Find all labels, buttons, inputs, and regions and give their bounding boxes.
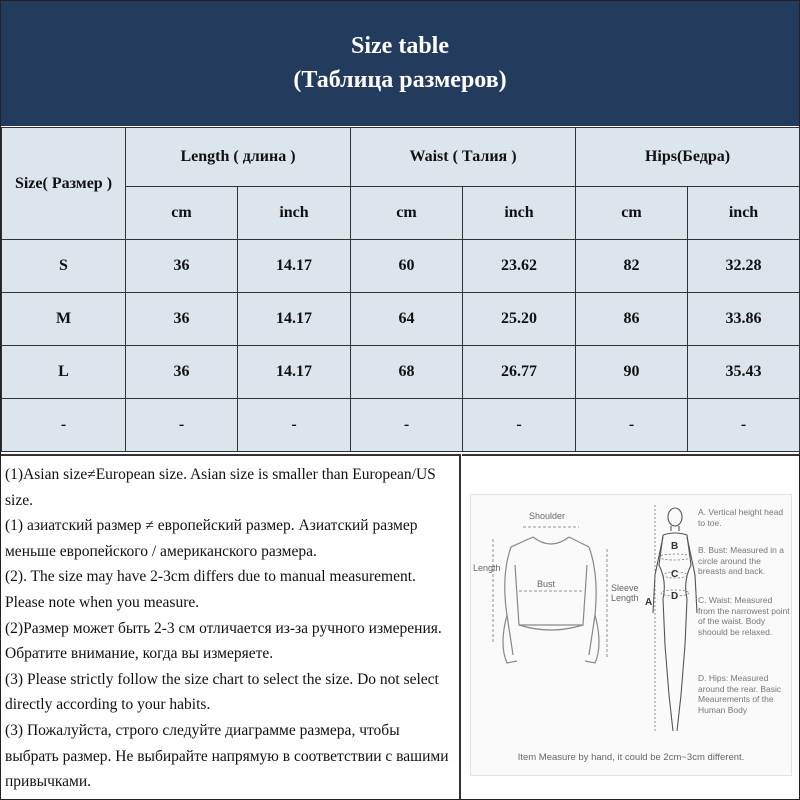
table-cell: -	[351, 399, 463, 452]
table-cell: 14.17	[238, 240, 351, 293]
table-cell: -	[463, 399, 576, 452]
unit-header: inch	[238, 187, 351, 240]
table-cell: -	[126, 399, 238, 452]
table-cell: 25.20	[463, 293, 576, 346]
table-row	[2, 399, 800, 452]
table-cell: 64	[351, 293, 463, 346]
note-paragraph: (1) азиатский размер ≠ европейский размер. Азиатский размер меньше европейского / американского размера.	[5, 517, 418, 560]
bust-label: Bust	[537, 579, 556, 589]
size-table	[1, 127, 800, 452]
unit-header: cm	[351, 187, 463, 240]
legend-c: C. Waist: Measured from the narrowest point of the waist. Body shoould be relaxed.	[698, 595, 790, 637]
table-cell: -	[2, 399, 126, 452]
table-cell: M	[2, 293, 126, 346]
bust-ellipse	[659, 554, 691, 560]
table-header-row	[2, 128, 800, 187]
table-cell: 68	[351, 346, 463, 399]
length-label: Length	[473, 563, 501, 573]
notes-panel	[1, 454, 461, 799]
legend-b: B. Bust: Measured in a circle around the breasts and back.	[698, 545, 784, 576]
table-cell: 86	[576, 293, 688, 346]
table-cell: 26.77	[463, 346, 576, 399]
sweater-sleeves	[503, 615, 599, 663]
table-cell: 23.62	[463, 240, 576, 293]
figure-head	[668, 508, 682, 526]
note-paragraph: (2)Размер может быть 2-3 см отличается из-за ручного измерения. Обратите внимание, когда вы измеряете.	[5, 619, 442, 663]
table-cell: 33.86	[688, 293, 800, 346]
title-russian: (Таблица размеров)	[293, 67, 507, 93]
length-group-header: Length ( длина )	[126, 128, 351, 187]
size-column-header: Size( Размер )	[2, 128, 126, 240]
table-cell: 36	[126, 240, 238, 293]
title-english: Size table	[351, 33, 449, 59]
table-cell: 82	[576, 240, 688, 293]
table-cell: 36	[126, 346, 238, 399]
waist-group-header: Waist ( Талия )	[351, 128, 576, 187]
table-cell: -	[238, 399, 351, 452]
sweater-body	[505, 537, 596, 655]
table-cell: 35.43	[688, 346, 800, 399]
hips-group-header: Hips(Бедра)	[576, 128, 800, 187]
table-cell: -	[576, 399, 688, 452]
shoulder-label: Shoulder	[529, 511, 566, 521]
note-paragraph: (2). The size may have 2-3cm differs due to manual measurement. Please note when you measure.	[5, 568, 416, 611]
letter-c: C	[671, 569, 679, 580]
table-cell: 60	[351, 240, 463, 293]
note-paragraph: (3) Пожалуйста, строго следуйте диаграмме размера, чтобы выбрать размер. Не выбирайте напрямую в соответствии с вашими привычками.	[5, 721, 449, 791]
table-cell: 90	[576, 346, 688, 399]
figure-body	[659, 533, 691, 731]
header-banner	[1, 1, 799, 126]
legend-d: D. Hips: Measured around the rear. Basic Meaurements of the Human Body	[698, 673, 782, 715]
sleeve-length-label: Sleeve Length	[611, 583, 639, 603]
table-cell: -	[688, 399, 800, 452]
table-cell: L	[2, 346, 126, 399]
table-row	[2, 346, 800, 399]
table-cell: 14.17	[238, 293, 351, 346]
letter-d: D	[671, 591, 679, 602]
sweater-neckline	[533, 537, 569, 544]
table-cell: 32.28	[688, 240, 800, 293]
table-cell: 36	[126, 293, 238, 346]
figure-caption: Item Measure by hand, it could be 2cm~3cm different.	[517, 752, 745, 763]
unit-header: inch	[688, 187, 800, 240]
table-row	[2, 293, 800, 346]
table-row	[2, 240, 800, 293]
sweater-front	[515, 565, 587, 625]
table-cell: S	[2, 240, 126, 293]
unit-header: cm	[576, 187, 688, 240]
sweater-hem	[519, 625, 583, 630]
measurement-figure-panel	[462, 454, 799, 799]
unit-header: cm	[126, 187, 238, 240]
unit-header: inch	[463, 187, 576, 240]
legend-a: A. Vertical height head to toe.	[698, 507, 784, 528]
measurement-figure	[470, 494, 792, 776]
letter-a: A	[645, 597, 653, 608]
letter-b: B	[671, 541, 679, 552]
table-cell: 14.17	[238, 346, 351, 399]
figure-neck	[671, 526, 679, 531]
note-paragraph: (1)Asian size≠European size. Asian size is smaller than European/US size.	[5, 466, 436, 509]
note-paragraph: (3) Please strictly follow the size chart to select the size. Do not select directly according to your habits.	[5, 670, 439, 714]
